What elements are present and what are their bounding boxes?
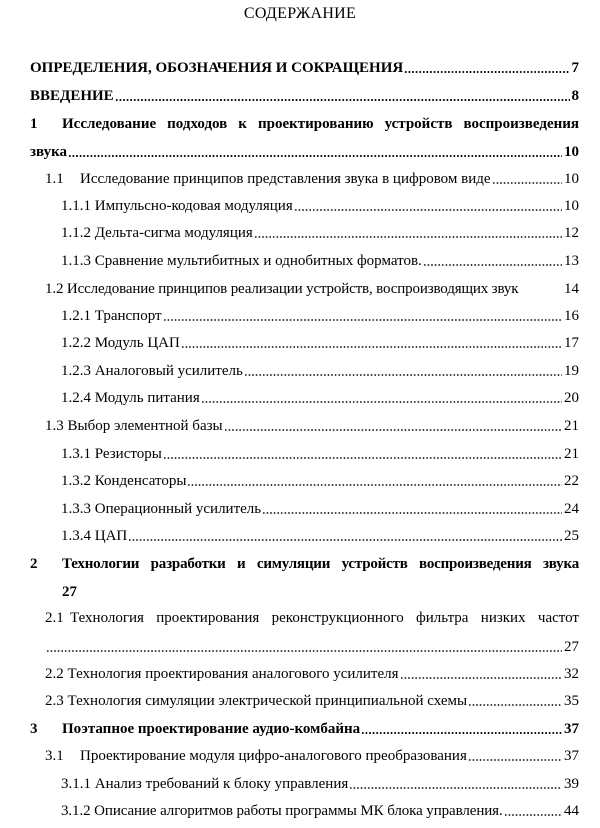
toc-page-number: 37 — [564, 748, 579, 764]
toc-entry-title-continued: звука — [30, 144, 68, 160]
toc-entry-number: 3 — [30, 721, 38, 737]
toc-entry-number: 2 — [30, 556, 38, 572]
toc-entry-number: 1.2.2 — [61, 335, 91, 351]
toc-entry-definitions[interactable] — [30, 59, 579, 77]
dot-leader — [361, 731, 562, 735]
dot-leader — [115, 98, 570, 102]
toc-entry-1-3-2[interactable] — [61, 472, 579, 490]
toc-entry-title: Сравнение мультибитных и однобитных форматов. — [94, 253, 422, 269]
toc-page-number: 7 — [571, 60, 579, 76]
dot-leader — [68, 154, 562, 158]
toc-entry-introduction[interactable] — [30, 87, 579, 105]
toc-entry-1-1-3[interactable] — [61, 252, 579, 270]
toc-entry-3-1-1[interactable] — [61, 775, 579, 793]
dot-leader — [423, 263, 562, 267]
toc-entry-number: 1.2.3 — [61, 363, 91, 379]
toc-entry-title: Модуль ЦАП — [94, 335, 180, 351]
toc-entry-title: Конденсаторы — [94, 473, 187, 489]
toc-entry-number: 1 — [30, 116, 38, 132]
toc-page-number: 10 — [564, 144, 579, 160]
toc-entry-number: 3.1 — [45, 748, 64, 764]
toc-entry-title: Технологии разработки и симуляции устройств воспроизведения звука — [62, 556, 579, 572]
toc-entry-1-2-2[interactable] — [61, 334, 579, 352]
toc-entry-number: 1.3 — [45, 418, 64, 434]
toc-entry-1-3-1[interactable] — [61, 445, 579, 463]
toc-page-number: 16 — [564, 308, 579, 324]
toc-entry-title: Поэтапное проектирование аудио-комбайна — [62, 721, 361, 737]
toc-entry-title: Модуль питания — [94, 390, 200, 406]
toc-entry-title: Исследование принципов представления звука в цифровом виде — [80, 171, 491, 187]
toc-entry-title: Дельта-сигма модуляция — [94, 225, 253, 241]
toc-entry-title: Проектирование модуля цифро-аналогового преобразования — [80, 748, 467, 764]
toc-entry-title: Технология проектирования реконструкционного фильтра низких частот — [70, 610, 579, 626]
toc-entry-section-3[interactable] — [30, 720, 579, 738]
toc-page-number: 21 — [564, 446, 579, 462]
toc-entry-number: 1.3.1 — [61, 446, 91, 462]
page-title: СОДЕРЖАНИЕ — [243, 5, 357, 22]
dot-leader — [504, 813, 562, 817]
toc-entry-3-1[interactable] — [45, 747, 579, 765]
toc-entry-title: Операционный усилитель — [94, 501, 262, 517]
toc-page-number: 12 — [564, 225, 579, 241]
toc-entry-title: ОПРЕДЕЛЕНИЯ, ОБОЗНАЧЕНИЯ И СОКРАЩЕНИЯ — [30, 60, 404, 76]
toc-entry-number: 1.2.4 — [61, 390, 91, 406]
toc-entry-title: Исследование принципов реализации устройств, воспроизводящих звук — [66, 281, 519, 297]
dot-leader — [254, 235, 562, 239]
dot-leader — [244, 373, 562, 377]
toc-entry-number: 1.2 — [45, 281, 64, 297]
toc-entry-number: 1.3.2 — [61, 473, 91, 489]
toc-page-number: 17 — [564, 335, 579, 351]
toc-entry-title: Аналоговый усилитель — [94, 363, 243, 379]
dot-leader — [46, 649, 562, 653]
toc-entry-title: Резисторы — [94, 446, 162, 462]
toc-entry-1-2-1[interactable] — [61, 307, 579, 325]
toc-page-number: 37 — [564, 721, 579, 737]
toc-entry-number: 3.1.2 — [61, 803, 91, 819]
dot-leader — [224, 428, 562, 432]
dot-leader — [468, 758, 562, 762]
toc-page-number: 19 — [564, 363, 579, 379]
toc-page-number: 21 — [564, 418, 579, 434]
toc-page-number: 27 — [564, 639, 579, 655]
toc-entry-1-3-4[interactable] — [61, 527, 579, 545]
toc-page-number: 22 — [564, 473, 579, 489]
toc-page-number: 24 — [564, 501, 579, 517]
toc-entry-section-2[interactable] — [30, 555, 579, 601]
toc-entry-title: Описание алгоритмов работы программы МК блока управления. — [94, 803, 503, 819]
toc-entry-section-1[interactable] — [30, 115, 579, 161]
toc-entry-1-2[interactable] — [45, 280, 579, 298]
dot-leader — [187, 483, 562, 487]
toc-entry-1-1-1[interactable] — [61, 197, 579, 215]
toc-entry-title: Анализ требований к блоку управления — [94, 776, 349, 792]
dot-leader — [468, 703, 562, 707]
toc-page-number: 13 — [564, 253, 579, 269]
toc-page-number: 27 — [62, 584, 77, 600]
toc-entry-1-3-3[interactable] — [61, 500, 579, 518]
toc-page-number: 39 — [564, 776, 579, 792]
toc-entry-number: 2.3 — [45, 693, 64, 709]
toc-page-number: 44 — [564, 803, 579, 819]
toc-entry-number: 1.1.2 — [61, 225, 91, 241]
toc-entry-1-2-3[interactable] — [61, 362, 579, 380]
dot-leader — [404, 70, 569, 74]
toc-entry-2-2[interactable] — [45, 665, 579, 683]
toc-entry-title: ВВЕДЕНИЕ — [30, 88, 114, 104]
toc-entry-number: 1.1 — [45, 171, 64, 187]
dot-leader — [181, 345, 562, 349]
toc-page-number: 10 — [564, 198, 579, 214]
toc-page-number: 35 — [564, 693, 579, 709]
dot-leader — [201, 400, 562, 404]
toc-entry-1-3[interactable] — [45, 417, 579, 435]
toc-entry-3-1-2[interactable] — [61, 802, 579, 820]
toc-page-number: 14 — [564, 281, 579, 297]
toc-page-number: 32 — [564, 666, 579, 682]
dot-leader — [163, 456, 562, 460]
dot-leader — [492, 181, 562, 185]
toc-entry-number: 1.3.3 — [61, 501, 91, 517]
toc-page-number: 10 — [564, 171, 579, 187]
toc-entry-2-3[interactable] — [45, 692, 579, 710]
dot-leader — [400, 676, 562, 680]
toc-entry-title: Выбор элементной базы — [67, 418, 223, 434]
toc-entry-1-1[interactable] — [45, 170, 579, 188]
toc-entry-number: 1.1.3 — [61, 253, 91, 269]
toc-entry-title: Технология симуляции электрической принципиальной схемы — [67, 693, 468, 709]
toc-entry-title: Импульсно-кодовая модуляция — [94, 198, 293, 214]
toc-page-number: 20 — [564, 390, 579, 406]
toc-entry-title: ЦАП — [94, 528, 128, 544]
toc-entry-1-1-2[interactable] — [61, 224, 579, 242]
toc-page-number: 25 — [564, 528, 579, 544]
toc-entry-1-2-4[interactable] — [61, 389, 579, 407]
dot-leader — [294, 208, 562, 212]
dot-leader — [163, 318, 562, 322]
toc-entry-number: 3.1.1 — [61, 776, 91, 792]
toc-entry-number: 2.1 — [45, 610, 64, 626]
toc-entry-number: 1.3.4 — [61, 528, 91, 544]
dot-leader — [262, 511, 562, 515]
toc-entry-title: Исследование подходов к проектированию устройств воспроизведения — [62, 116, 579, 132]
toc-page-number: 8 — [571, 88, 579, 104]
dot-leader — [349, 786, 562, 790]
toc-entry-title: Транспорт — [94, 308, 162, 324]
toc-entry-number: 1.1.1 — [61, 198, 91, 214]
toc-entry-title: Технология проектирования аналогового усилителя — [67, 666, 399, 682]
toc-entry-2-1[interactable] — [45, 609, 579, 656]
toc-entry-number: 2.2 — [45, 666, 64, 682]
dot-leader — [128, 538, 562, 542]
toc-entry-number: 1.2.1 — [61, 308, 91, 324]
